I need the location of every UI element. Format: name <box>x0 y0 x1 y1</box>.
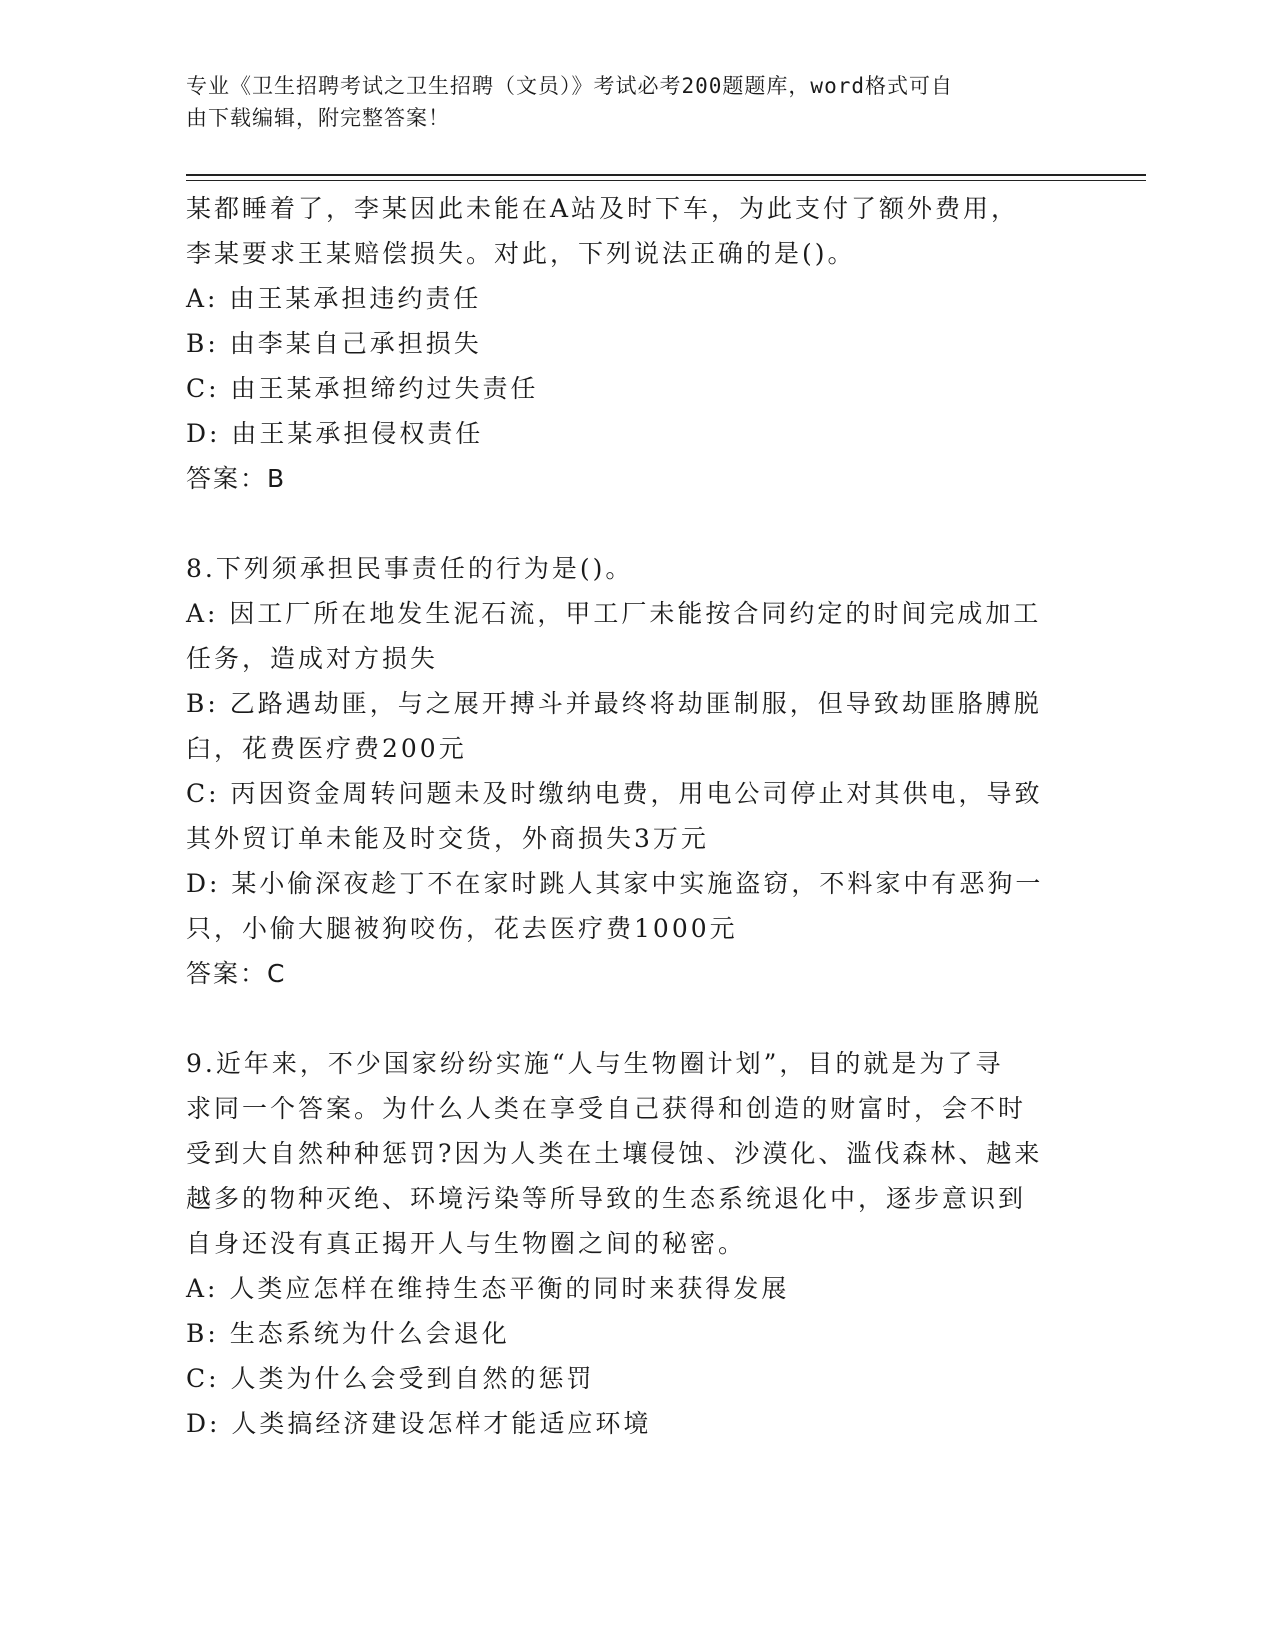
document-header <box>186 70 1066 134</box>
question-8-option-b-line-2: 臼，花费医疗费200元 <box>186 734 467 763</box>
question-9-stem-line-2: 求同一个答案。为什么人类在享受自己获得和创造的财富时，会不时 <box>186 1094 1027 1123</box>
question-8-option-a-line-2: 任务，造成对方损失 <box>186 644 439 673</box>
question-9-option-b: B: 生态系统为什么会退化 <box>186 1319 510 1348</box>
question-7-stem-line-1: 某都睡着了，李某因此未能在A站及时下车，为此支付了额外费用， <box>186 194 1020 223</box>
header-title-line-1: 专业《卫生招聘考试之卫生招聘（文员）》考试必考200题题库，word格式可自 <box>186 74 953 98</box>
question-8-option-d-line-1: D: 某小偷深夜趁丁不在家时跳人其家中实施盗窃，不料家中有恶狗一 <box>186 869 1044 898</box>
question-7-option-d: D: 由王某承担侵权责任 <box>186 419 484 448</box>
question-7-stem-line-2: 李某要求王某赔偿损失。对此，下列说法正确的是()。 <box>186 239 856 268</box>
question-content <box>186 186 1066 1446</box>
question-9-stem-line-1: 9.近年来，不少国家纷纷实施“人与生物圈计划”，目的就是为了寻 <box>186 1049 1004 1078</box>
question-8-answer: 答案：C <box>186 959 287 988</box>
question-7-option-b: B: 由李某自己承担损失 <box>186 329 482 358</box>
question-9-option-c: C: 人类为什么会受到自然的惩罚 <box>186 1364 595 1393</box>
question-9-option-d: D: 人类搞经济建设怎样才能适应环境 <box>186 1409 652 1438</box>
header-divider-thick <box>186 174 1146 176</box>
question-9-stem-line-3: 受到大自然种种惩罚?因为人类在土壤侵蚀、沙漠化、滥伐森林、越来 <box>186 1139 1043 1168</box>
question-9 <box>186 1041 1066 1446</box>
question-8-option-c-line-2: 其外贸订单未能及时交货，外商损失3万元 <box>186 824 709 853</box>
question-7-option-a: A: 由王某承担违约责任 <box>186 284 482 313</box>
question-9-stem-line-5: 自身还没有真正揭开人与生物圈之间的秘密。 <box>186 1229 747 1258</box>
spacer <box>186 996 1066 1041</box>
header-title-line-2: 由下载编辑，附完整答案！ <box>186 106 450 130</box>
question-9-stem-line-4: 越多的物种灭绝、环境污染等所导致的生态系统退化中，逐步意识到 <box>186 1184 1027 1213</box>
spacer <box>186 501 1066 546</box>
question-8-option-a-line-1: A: 因工厂所在地发生泥石流，甲工厂未能按合同约定的时间完成加工 <box>186 599 1042 628</box>
question-8-option-c-line-1: C: 丙因资金周转问题未及时缴纳电费，用电公司停止对其供电，导致 <box>186 779 1043 808</box>
question-8-option-b-line-1: B: 乙路遇劫匪，与之展开搏斗并最终将劫匪制服，但导致劫匪胳膊脱 <box>186 689 1042 718</box>
question-8 <box>186 546 1066 996</box>
question-8-stem: 8.下列须承担民事责任的行为是()。 <box>186 554 634 583</box>
question-9-option-a: A: 人类应怎样在维持生态平衡的同时来获得发展 <box>186 1274 790 1303</box>
question-7 <box>186 186 1066 501</box>
question-8-option-d-line-2: 只，小偷大腿被狗咬伤，花去医疗费1000元 <box>186 914 738 943</box>
header-divider-thin <box>186 180 1146 181</box>
question-7-answer: 答案：B <box>186 464 287 493</box>
question-7-option-c: C: 由王某承担缔约过失责任 <box>186 374 539 403</box>
